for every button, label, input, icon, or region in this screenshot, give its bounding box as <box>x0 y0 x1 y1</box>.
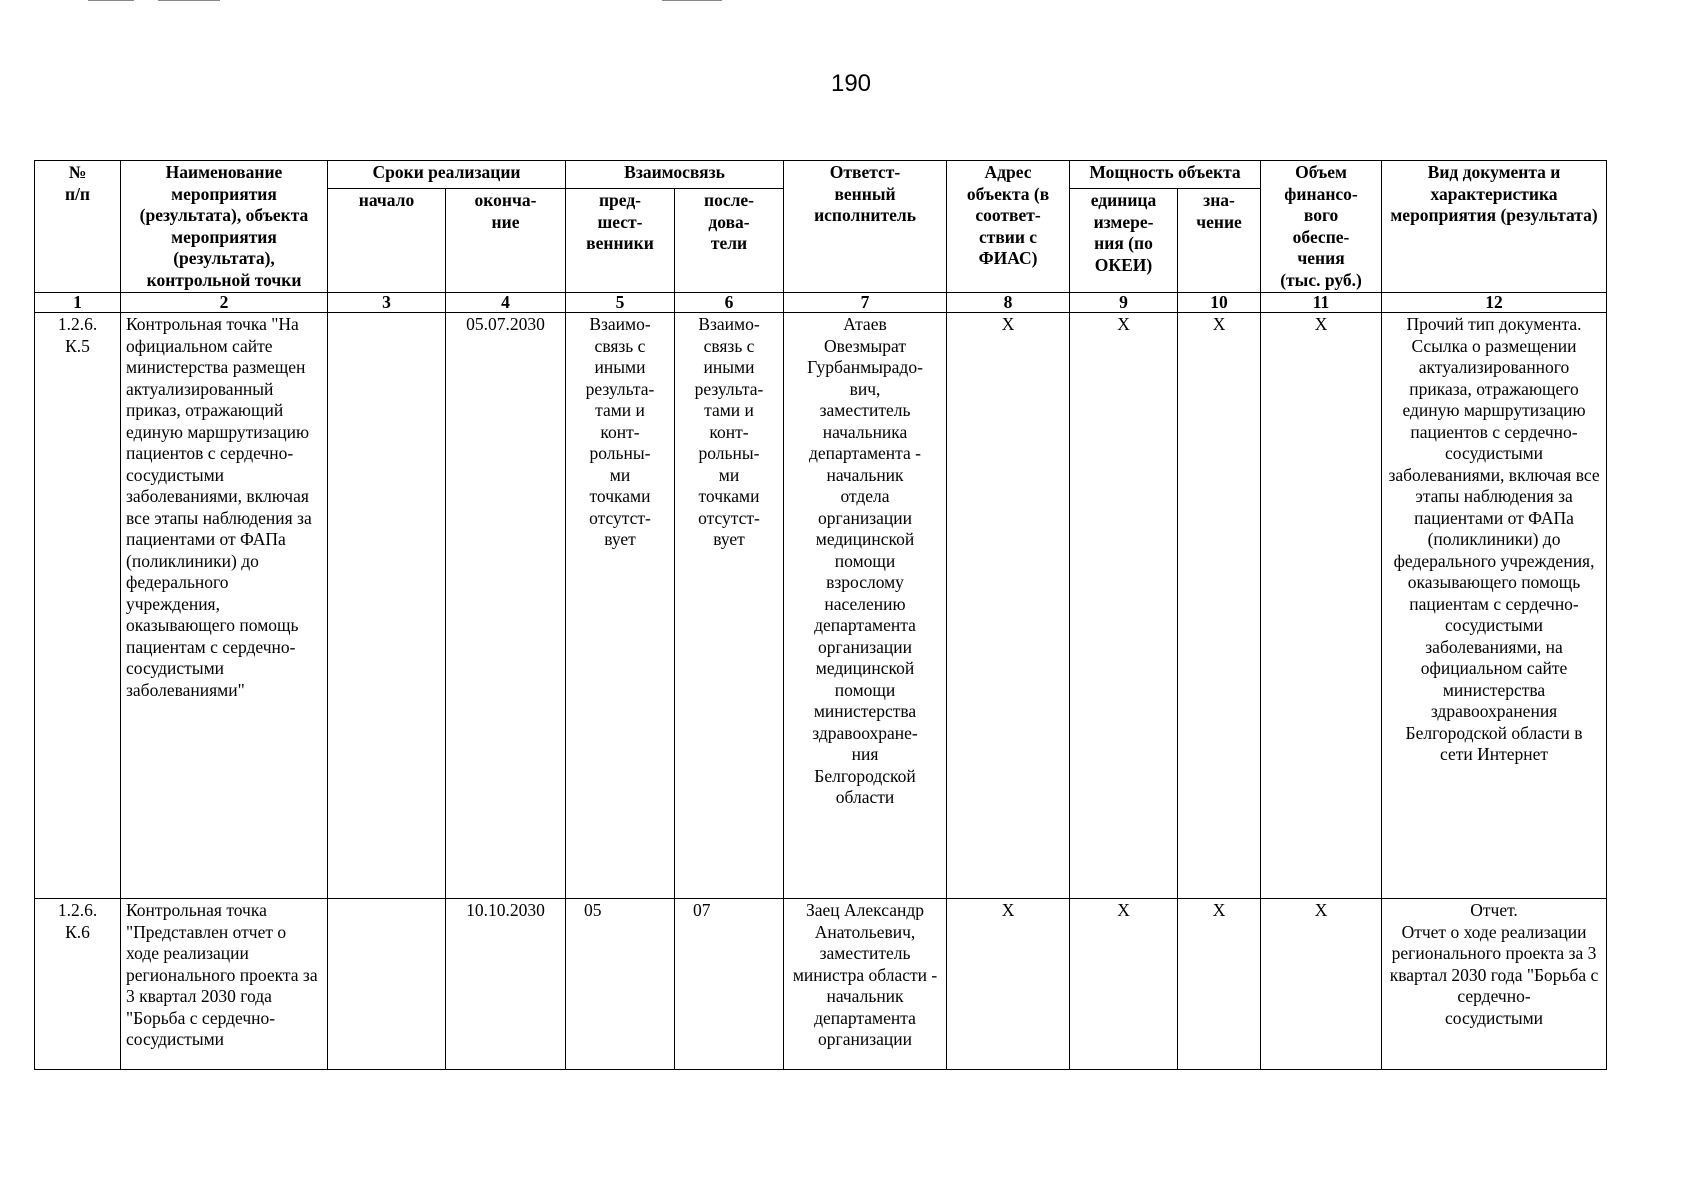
row-finance: X <box>1261 313 1382 899</box>
header-responsible: Ответст- венный исполнитель <box>784 161 947 293</box>
header-link-pred: пред- шест- венники <box>566 189 675 293</box>
row-name: Контрольная точка "Представлен отчет о ходе реализации регионального проекта за 3 квартал 2030 года "Борьба с сердечно- сосудистыми <box>121 899 328 1070</box>
table-row <box>35 313 1607 899</box>
header-capacity-value: зна- чение <box>1178 189 1261 293</box>
row-finance: X <box>1261 899 1382 1070</box>
table-row <box>35 899 1607 1070</box>
header-link: Взаимосвязь <box>566 161 784 189</box>
header-terms: Сроки реализации <box>328 161 566 189</box>
column-number: 7 <box>784 293 947 313</box>
column-number: 3 <box>328 293 446 313</box>
column-number: 2 <box>121 293 328 313</box>
scan-line-1 <box>88 0 134 1</box>
row-end: 05.07.2030 <box>446 313 566 899</box>
row-unit: X <box>1070 899 1178 1070</box>
column-number: 9 <box>1070 293 1178 313</box>
row-address: X <box>947 313 1070 899</box>
row-pred: 05 <box>566 899 675 1070</box>
header-finance: Объем финансо- вого обеспе- чения (тыс. руб.) <box>1261 161 1382 293</box>
row-unit: X <box>1070 313 1178 899</box>
row-next: Взаимо- связь с иными результа- тами и конт- рольны- ми точками отсутст- вует <box>675 313 784 899</box>
row-next: 07 <box>675 899 784 1070</box>
column-number: 5 <box>566 293 675 313</box>
row-doctype: Отчет. Отчет о ходе реализации регионального проекта за 3 квартал 2030 года "Борьба с сердечно- сосудистыми <box>1382 899 1607 1070</box>
row-start <box>328 899 446 1070</box>
header-num: № п/п <box>35 161 121 293</box>
row-doctype: Прочий тип документа. Ссылка о размещении актуализированного приказа, отражающего единую маршрутизацию пациентов с сердечно- сосудистыми заболеваниями, включая все этапы наблюдения за пациентами от ФАПа (поликлиники) до федерального учреждения, оказывающего помощь пациентам с сердечно- сосудистыми заболеваниями, на официальном сайте министерства здравоохранения Белгородской области в сети Интернет <box>1382 313 1607 899</box>
column-number: 12 <box>1382 293 1607 313</box>
header-address: Адрес объекта (в соответ- ствии с ФИАС) <box>947 161 1070 293</box>
row-name: Контрольная точка "На официальном сайте министерства размещен актуализированный приказ, отражающий единую маршрутизацию пациентов с сердечно- сосудистыми заболеваниями, включая все этапы наблюдения за пациентами от ФАПа (поликлиники) до федерального учреждения, оказывающего помощь пациентам с сердечно- сосудистыми заболеваниями" <box>121 313 328 899</box>
header-doctype: Вид документа и характеристика мероприятия (результата) <box>1382 161 1607 293</box>
row-pred: Взаимо- связь с иными результа- тами и конт- рольны- ми точками отсутст- вует <box>566 313 675 899</box>
row-start <box>328 313 446 899</box>
row-value: X <box>1178 313 1261 899</box>
header-capacity-unit: единица измере- ния (по ОКЕИ) <box>1070 189 1178 293</box>
column-number: 8 <box>947 293 1070 313</box>
activities-table <box>34 160 1607 1070</box>
column-number: 4 <box>446 293 566 313</box>
header-link-next: после- дова- тели <box>675 189 784 293</box>
header-capacity: Мощность объекта <box>1070 161 1261 189</box>
row-num: 1.2.6. К.5 <box>35 313 121 899</box>
row-num: 1.2.6. К.6 <box>35 899 121 1070</box>
column-number: 1 <box>35 293 121 313</box>
row-responsible: Атаев Овезмырат Гурбанмырадо- вич, заместитель начальника департамента - начальник отдела организации медицинской помощи взрослому населению департамента организации медицинской помощи министерства здравоохране- ния Белгородской области <box>784 313 947 899</box>
column-number: 6 <box>675 293 784 313</box>
page-number: 190 <box>830 70 872 97</box>
column-number: 11 <box>1261 293 1382 313</box>
scan-line-3 <box>662 0 722 1</box>
header-terms-end: оконча- ние <box>446 189 566 293</box>
column-number: 10 <box>1178 293 1261 313</box>
row-address: X <box>947 899 1070 1070</box>
header-name: Наименование мероприятия (результата), объекта мероприятия (результата), контрольной точки <box>121 161 328 293</box>
row-value: X <box>1178 899 1261 1070</box>
row-end: 10.10.2030 <box>446 899 566 1070</box>
scan-line-2 <box>158 0 220 1</box>
header-terms-start: начало <box>328 189 446 293</box>
row-responsible: Заец Александр Анатольевич, заместитель министра области - начальник департамента организации <box>784 899 947 1070</box>
